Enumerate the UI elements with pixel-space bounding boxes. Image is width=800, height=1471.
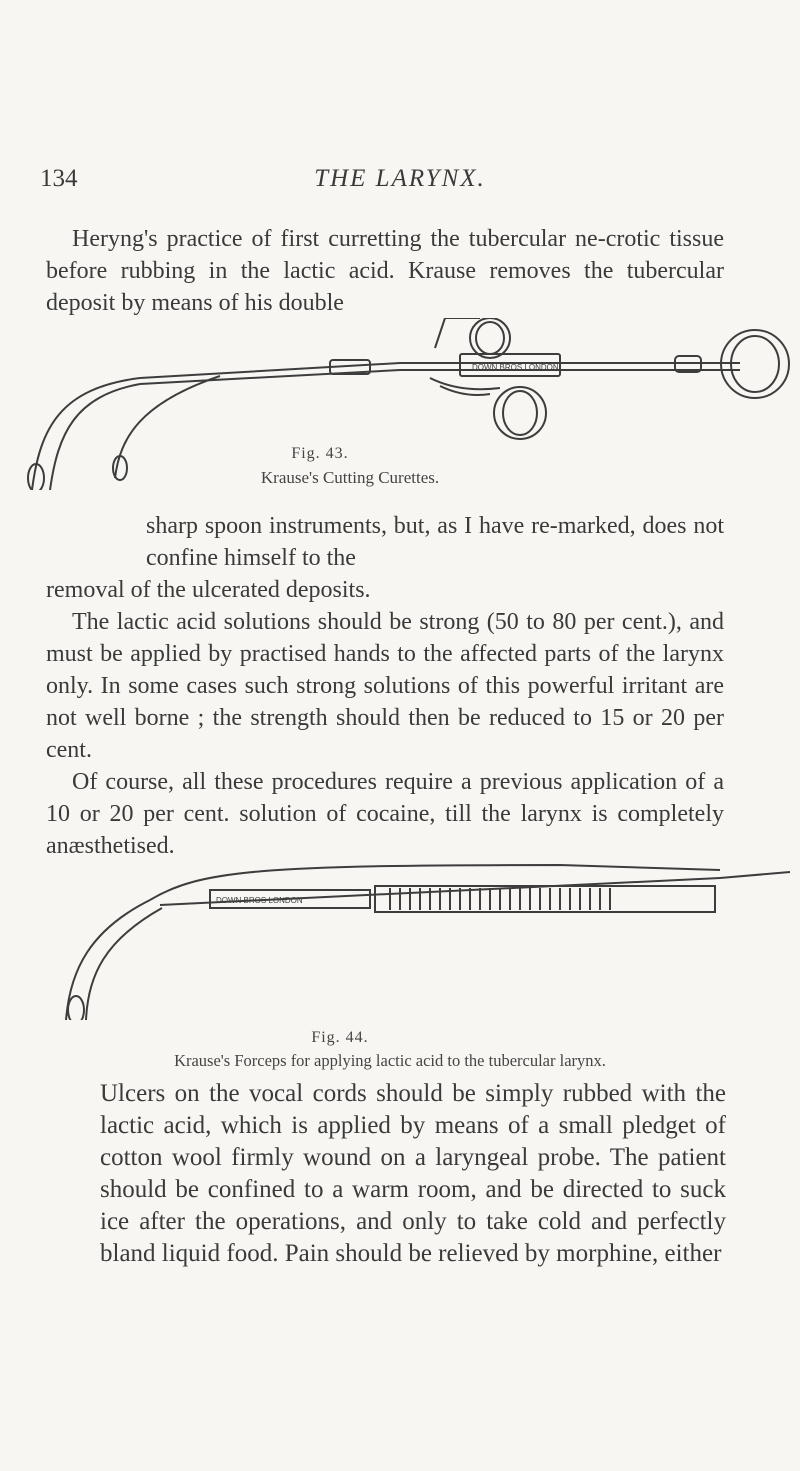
forceps-drawing <box>0 860 800 1020</box>
figure-43-maker-mark: DOWN BROS LONDON <box>472 363 559 372</box>
paragraph-heryng: Heryng's practice of first curretting the tubercular ne-crotic tissue before rubbing in the lactic acid. Krause removes the tubercular deposit by means of his double <box>46 226 724 316</box>
figure-44-caption: Krause's Forceps for applying lactic acid to the tubercular larynx. <box>174 1051 606 1070</box>
figure-44-illustration <box>0 860 800 1020</box>
running-head: THE LARYNX. <box>314 165 486 192</box>
text-block-bottom <box>46 1078 726 1270</box>
page-header <box>40 165 760 205</box>
paragraph-krause-wrapped: sharp spoon instruments, but, as I have re-marked, does not confine himself to the <box>146 513 724 571</box>
paragraph-ulcers: Ulcers on the vocal cords should be simply rubbed with the lactic acid, which is applied by means of a small pledget of cotton wool firmly wound on a laryngeal probe. The patient should be confined to a warm room, and be directed to suck ice after the operations, and only to take cold and perfectly bland liquid food. Pain should be relieved by morphine, either <box>100 1080 726 1267</box>
page-number: 134 <box>40 165 78 192</box>
text-block-wrapped <box>46 510 724 574</box>
figure-44-maker-mark: DOWN BROS LONDON <box>216 896 303 905</box>
paragraph-removal: removal of the ulcerated deposits. <box>46 577 371 603</box>
figure-43-label: Fig. 43. <box>291 445 349 462</box>
figure-44-label: Fig. 44. <box>311 1029 369 1046</box>
figure-43-illustration <box>20 318 800 490</box>
figure-43-caption: Krause's Cutting Curettes. <box>260 468 440 487</box>
text-block-middle <box>46 574 724 862</box>
paragraph-cocaine: Of course, all these procedures require a previous application of a 10 or 20 per cent. solution of cocaine, till the larynx is completely anæsthetised. <box>46 769 724 859</box>
text-block-top <box>46 223 724 319</box>
curettes-drawing <box>20 318 800 490</box>
paragraph-lactic-solutions: The lactic acid solutions should be strong (50 to 80 per cent.), and must be applied by practised hands to the affected parts of the larynx only. In some cases such strong solutions of this powerful irritant are not well borne ; the strength should then be reduced to 15 or 20 per cent. <box>46 609 724 763</box>
